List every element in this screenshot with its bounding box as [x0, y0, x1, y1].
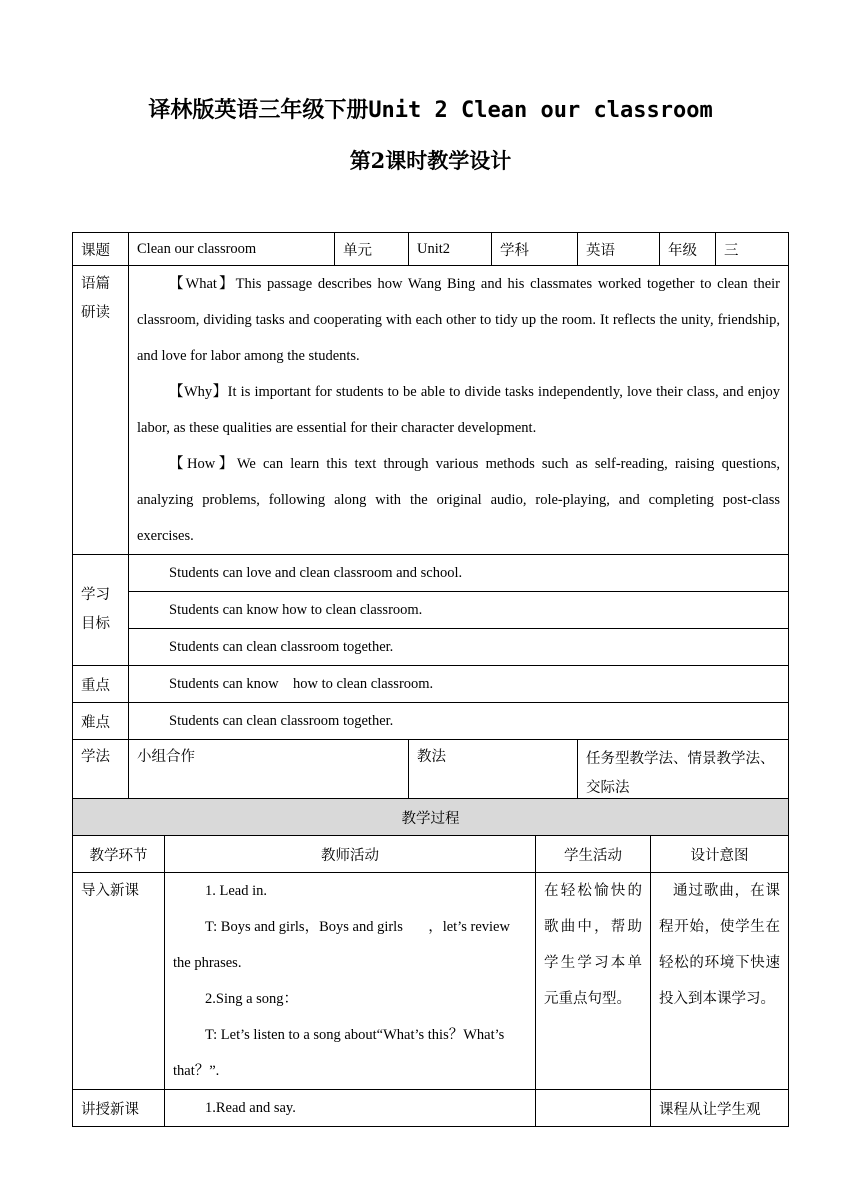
goals-label	[73, 555, 129, 666]
study-method: 小组合作	[129, 740, 409, 804]
goal-item: Students can love and clean classroom and school.	[129, 555, 789, 592]
student-activity-cell	[536, 1090, 651, 1127]
student-activity-cell: 在轻松愉快的歌曲中，帮助学生学习本单元重点句型。	[536, 873, 651, 1090]
teacher-activity-line: 2.Sing a song：	[205, 991, 299, 1007]
stage-cell: 导入新课	[73, 873, 165, 1090]
topic-value: Clean our classroom	[129, 233, 335, 266]
process-column-header-row	[73, 836, 789, 873]
design-purpose-cell: 课程从让学生观	[651, 1090, 789, 1127]
goal-item: Students can know how to clean classroom.	[129, 592, 789, 629]
stage-cell: 讲授新课	[73, 1090, 165, 1127]
key-point-text: Students can know how to clean classroom.	[129, 666, 789, 703]
goals-label-line1: 学习	[81, 587, 110, 603]
methods-row	[73, 740, 789, 804]
key-point-row	[73, 666, 789, 703]
difficulty-label: 难点	[73, 703, 129, 740]
reading-what: 【What】This passage describes how Wang Bing and his classmates worked together to clean their classroom, dividing tasks and cooperating with each other to tidy up the room. It reflects the unity, friendship, and love for labor among the students.	[137, 276, 780, 364]
unit-value: Unit2	[409, 233, 492, 266]
study-method-label: 学法	[73, 740, 129, 804]
teaching-process-table	[72, 798, 789, 1127]
lesson-info-table	[72, 232, 789, 804]
grade-value: 三	[716, 233, 789, 266]
column-header: 教学环节	[73, 836, 165, 873]
column-header: 设计意图	[651, 836, 789, 873]
teacher-activity-line: 1. Lead in.	[205, 883, 268, 899]
subject-value: 英语	[578, 233, 660, 266]
process-header: 教学过程	[73, 799, 789, 836]
document-subtitle: 第2课时教学设计	[349, 148, 512, 173]
reading-why: 【Why】It is important for students to be able to divide tasks independently, love their class, and enjoy labor, as these qualities are essential for their character development.	[137, 384, 780, 436]
document-title: 译林版英语三年级下册Unit 2 Clean our classroom	[148, 98, 713, 123]
teacher-activity-line: 1.Read and say.	[165, 1090, 536, 1127]
teacher-activity-line: T: Boys and girls，Boys and girls ，let’s review the phrases.	[173, 919, 514, 971]
teacher-activity-line: T: Let’s listen to a song about“What’s this？What’s that？”.	[173, 1027, 505, 1079]
column-header: 学生活动	[536, 836, 651, 873]
reading-row	[73, 266, 789, 555]
topic-label: 课题	[73, 233, 129, 266]
info-row	[73, 233, 789, 266]
teacher-activity-cell	[165, 873, 536, 1090]
goal-item: Students can clean classroom together.	[129, 629, 789, 666]
goal-row	[73, 555, 789, 592]
reading-label-line1: 语篇	[81, 276, 110, 292]
teach-method: 任务型教学法、情景教学法、交际法	[578, 740, 789, 804]
table-row	[73, 873, 789, 1090]
column-header: 教师活动	[165, 836, 536, 873]
table-row	[73, 1090, 789, 1127]
key-point-label: 重点	[73, 666, 129, 703]
process-header-row	[73, 799, 789, 836]
goal-row	[73, 629, 789, 666]
difficulty-text: Students can clean classroom together.	[129, 703, 789, 740]
goals-label-line2: 目标	[81, 616, 110, 632]
subject-label: 学科	[492, 233, 578, 266]
reading-label	[73, 266, 129, 555]
goal-row	[73, 592, 789, 629]
grade-label: 年级	[660, 233, 716, 266]
design-purpose-cell: 通过歌曲，在课程开始，使学生在轻松的环境下快速投入到本课学习。	[651, 873, 789, 1090]
unit-label: 单元	[335, 233, 409, 266]
difficulty-row	[73, 703, 789, 740]
reading-label-line2: 研读	[81, 305, 110, 321]
teach-method-label: 教法	[409, 740, 578, 804]
reading-how: 【How】We can learn this text through various methods such as self-reading, raising questions, analyzing problems, following along with the original audio, role-playing, and completing post-class exercises.	[137, 456, 780, 544]
